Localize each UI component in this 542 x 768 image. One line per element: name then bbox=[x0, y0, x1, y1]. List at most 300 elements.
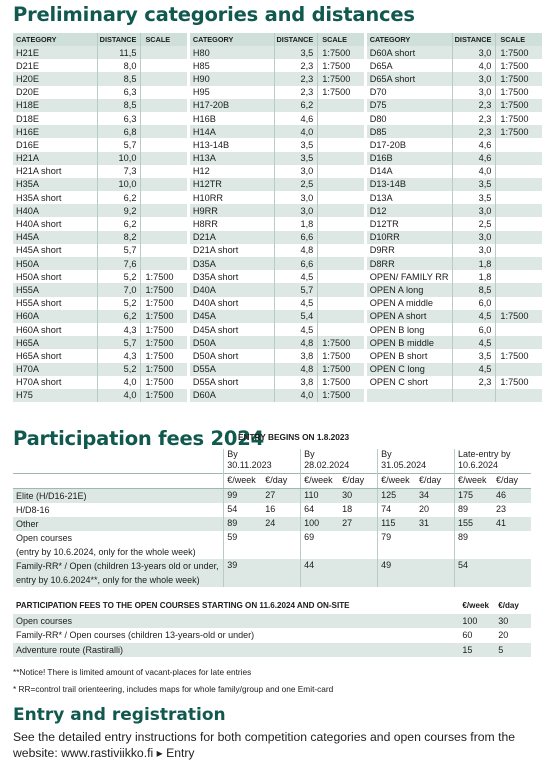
category-distance: 4,8 bbox=[274, 363, 318, 376]
category-distance: 2,5 bbox=[452, 217, 496, 230]
category-name: H12TR bbox=[190, 178, 274, 191]
category-name: D50A bbox=[190, 336, 274, 349]
category-scale bbox=[496, 217, 542, 230]
category-distance: 7,3 bbox=[97, 165, 141, 178]
fee-period-header: By 28.02.2024 bbox=[301, 449, 378, 474]
category-name: H35A short bbox=[16, 192, 62, 203]
rr-note: * RR=control trail orienteering, includes maps for whole family/group and one Emit-card bbox=[13, 684, 334, 694]
unit-week: €/week bbox=[301, 474, 339, 489]
category-distance: 6,2 bbox=[97, 310, 141, 323]
category-scale bbox=[318, 112, 364, 125]
category-distance: 3,0 bbox=[274, 165, 318, 178]
entry-instructions-text: See the detailed entry instructions for both competition categories and open courses from the website: www.rastiviikko.fi ▸ Entry bbox=[13, 730, 516, 760]
category-scale: 1:7500 bbox=[496, 310, 542, 323]
category-distance: 3,0 bbox=[274, 191, 318, 204]
category-name: D20E bbox=[16, 87, 39, 98]
category-name: OPEN/ FAMILY RR bbox=[369, 271, 449, 282]
category-name: H95 bbox=[192, 87, 210, 98]
category-scale bbox=[496, 336, 542, 349]
fees-corner bbox=[13, 449, 224, 474]
fee-value: 69 bbox=[301, 531, 339, 559]
open-fee-row bbox=[13, 628, 531, 643]
category-name: H60A bbox=[13, 310, 97, 323]
category-name: H80 bbox=[190, 46, 274, 59]
category-row bbox=[13, 138, 542, 151]
category-scale bbox=[496, 389, 542, 402]
category-row bbox=[13, 257, 542, 270]
category-name: OPEN B middle bbox=[367, 336, 452, 349]
header-category: CATEGORY bbox=[367, 33, 452, 46]
category-name: OPEN A short bbox=[367, 310, 452, 323]
category-name: D21A short bbox=[192, 245, 239, 256]
category-name: H18E bbox=[13, 99, 97, 112]
fee-value: 99 bbox=[224, 488, 262, 503]
category-scale bbox=[496, 257, 542, 270]
category-scale bbox=[496, 138, 542, 151]
category-scale bbox=[141, 217, 187, 230]
category-distance: 3,0 bbox=[452, 231, 496, 244]
category-distance: 1,8 bbox=[274, 217, 318, 230]
category-scale bbox=[318, 257, 364, 270]
unit-day: €/day bbox=[493, 474, 531, 489]
category-name: H17-20B bbox=[190, 99, 274, 112]
fee-value: 34 bbox=[416, 488, 454, 503]
category-distance: 5,2 bbox=[97, 270, 141, 283]
category-scale bbox=[496, 297, 542, 310]
category-distance: 4,3 bbox=[97, 349, 141, 362]
category-scale: 1:7500 bbox=[496, 46, 542, 59]
category-scale bbox=[496, 152, 542, 165]
category-scale bbox=[318, 191, 364, 204]
category-scale bbox=[496, 165, 542, 178]
category-distance: 2,3 bbox=[274, 86, 318, 99]
category-distance: 3,0 bbox=[452, 244, 496, 257]
fee-period-header: Late-entry by 10.6.2024 bbox=[454, 449, 531, 474]
category-distance: 5,7 bbox=[97, 138, 141, 151]
category-name: D85 bbox=[367, 125, 452, 138]
unit-week: €/week bbox=[224, 474, 262, 489]
category-scale bbox=[496, 283, 542, 296]
category-name: H65A bbox=[13, 336, 97, 349]
category-row bbox=[13, 191, 542, 204]
category-distance: 3,0 bbox=[452, 204, 496, 217]
category-row bbox=[13, 349, 542, 362]
fee-row-label: Family-RR* / Open (children 13-years old or under, entry by 10.6.2024**, only for the whole week) bbox=[13, 559, 224, 587]
category-name: H65A short bbox=[16, 350, 62, 361]
category-scale bbox=[496, 191, 542, 204]
fees-unit-row bbox=[13, 474, 531, 489]
category-name: H13A bbox=[190, 152, 274, 165]
category-name: D8RR bbox=[367, 257, 452, 270]
category-distance: 8,2 bbox=[97, 231, 141, 244]
category-name: H90 bbox=[190, 72, 274, 85]
fee-value: 74 bbox=[378, 503, 416, 517]
open-fee-day: 30 bbox=[495, 614, 531, 629]
category-scale: 1:7500 bbox=[141, 323, 187, 336]
category-distance: 5,7 bbox=[97, 244, 141, 257]
category-row bbox=[13, 244, 542, 257]
category-scale: 1:7500 bbox=[496, 59, 542, 72]
fee-value: 175 bbox=[454, 488, 492, 503]
fee-value: 27 bbox=[262, 488, 300, 503]
category-name: H55A bbox=[13, 283, 97, 296]
header-distance: DISTANCE bbox=[97, 33, 141, 46]
category-distance: 5,7 bbox=[97, 336, 141, 349]
category-distance: 1,8 bbox=[452, 270, 496, 283]
category-name: H20E bbox=[13, 72, 97, 85]
category-name: D12TR bbox=[369, 219, 399, 230]
category-scale bbox=[496, 270, 542, 283]
category-scale bbox=[318, 99, 364, 112]
unit-week: €/week bbox=[462, 601, 489, 611]
category-scale: 1:7500 bbox=[318, 349, 364, 362]
category-distance: 3,8 bbox=[274, 349, 318, 362]
category-scale: 1:7500 bbox=[141, 349, 187, 362]
category-row bbox=[13, 336, 542, 349]
category-name bbox=[367, 389, 452, 402]
category-name: H50A bbox=[13, 257, 97, 270]
category-scale bbox=[318, 297, 364, 310]
category-distance: 2,3 bbox=[274, 59, 318, 72]
category-name: D65A bbox=[369, 60, 393, 71]
category-distance: 4,5 bbox=[274, 270, 318, 283]
category-scale bbox=[318, 178, 364, 191]
category-distance: 5,2 bbox=[97, 297, 141, 310]
category-distance: 2,3 bbox=[452, 99, 496, 112]
fee-value bbox=[262, 559, 300, 587]
category-distance: 6,2 bbox=[97, 191, 141, 204]
category-scale bbox=[141, 72, 187, 85]
category-distance: 4,0 bbox=[452, 59, 496, 72]
category-name: OPEN A long bbox=[367, 283, 452, 296]
category-distance: 4,0 bbox=[274, 389, 318, 402]
category-row bbox=[13, 231, 542, 244]
category-row bbox=[13, 72, 542, 85]
fee-value: 155 bbox=[454, 517, 492, 531]
category-name: H10RR bbox=[192, 192, 223, 203]
category-scale: 1:7500 bbox=[318, 59, 364, 72]
category-distance: 10,0 bbox=[97, 152, 141, 165]
category-row bbox=[13, 204, 542, 217]
category-distance: 3,5 bbox=[274, 46, 318, 59]
category-distance: 4,5 bbox=[452, 310, 496, 323]
fee-value: 59 bbox=[224, 531, 262, 559]
fee-value: 79 bbox=[378, 531, 416, 559]
category-row bbox=[13, 46, 542, 59]
category-distance: 4,8 bbox=[274, 244, 318, 257]
category-distance: 10,0 bbox=[97, 178, 141, 191]
category-distance: 4,0 bbox=[274, 125, 318, 138]
fees-unit-corner bbox=[13, 474, 224, 489]
category-name: H21A bbox=[13, 152, 97, 165]
category-distance: 4,5 bbox=[274, 297, 318, 310]
category-name: D75 bbox=[367, 99, 452, 112]
category-scale: 1:7500 bbox=[318, 86, 364, 99]
category-distance: 4,5 bbox=[274, 323, 318, 336]
fee-row bbox=[13, 488, 531, 503]
category-name: H70A short bbox=[16, 377, 62, 388]
category-scale: 1:7500 bbox=[496, 72, 542, 85]
category-row bbox=[13, 376, 542, 389]
unit-week: €/week bbox=[378, 474, 416, 489]
open-fee-week: 100 bbox=[459, 614, 495, 629]
fee-row-label: Open courses (entry by 10.6.2024, only for the whole week) bbox=[16, 532, 196, 557]
category-distance: 6,6 bbox=[274, 231, 318, 244]
category-distance: 3,0 bbox=[452, 86, 496, 99]
category-name: OPEN B short bbox=[369, 350, 428, 361]
category-scale bbox=[318, 270, 364, 283]
category-name: D10RR bbox=[367, 231, 452, 244]
category-distance: 4,6 bbox=[274, 112, 318, 125]
category-distance: 3,5 bbox=[274, 138, 318, 151]
category-scale bbox=[141, 244, 187, 257]
categories-table bbox=[13, 33, 542, 402]
category-scale: 1:7500 bbox=[496, 376, 542, 389]
category-scale: 1:7500 bbox=[496, 349, 542, 362]
category-name: H14A bbox=[190, 125, 274, 138]
category-distance: 4,5 bbox=[452, 336, 496, 349]
category-scale bbox=[141, 231, 187, 244]
category-distance: 6,0 bbox=[452, 323, 496, 336]
category-name: D65A short bbox=[367, 72, 452, 85]
header-distance: DISTANCE bbox=[274, 33, 318, 46]
category-distance: 6,8 bbox=[97, 125, 141, 138]
open-fee-label: Open courses bbox=[13, 614, 459, 629]
fee-value bbox=[493, 559, 531, 587]
category-scale: 1:7500 bbox=[318, 72, 364, 85]
fee-value: 125 bbox=[378, 488, 416, 503]
category-distance: 4,0 bbox=[452, 165, 496, 178]
fee-value: 23 bbox=[495, 503, 506, 514]
open-fee-day: 5 bbox=[495, 643, 531, 658]
category-distance: 5,4 bbox=[274, 310, 318, 323]
open-fee-week: 60 bbox=[462, 630, 473, 641]
category-name: D35A short bbox=[192, 271, 239, 282]
category-scale: 1:7500 bbox=[141, 376, 187, 389]
category-distance: 6,2 bbox=[274, 99, 318, 112]
category-distance: 5,7 bbox=[274, 283, 318, 296]
category-name: D17-20B bbox=[369, 139, 406, 150]
fee-value bbox=[493, 531, 531, 559]
category-distance: 3,0 bbox=[452, 46, 496, 59]
fee-value bbox=[339, 559, 377, 587]
category-name: D16E bbox=[16, 139, 39, 150]
category-name: D16B bbox=[367, 152, 452, 165]
category-distance: 2,3 bbox=[452, 112, 496, 125]
fee-value: 110 bbox=[301, 488, 339, 503]
fee-row-label: Elite (H/D16-21E) bbox=[13, 488, 224, 503]
category-name: D70 bbox=[369, 87, 387, 98]
open-fee-week: 15 bbox=[459, 643, 495, 658]
category-row bbox=[13, 217, 542, 230]
category-distance: 6,6 bbox=[274, 257, 318, 270]
fee-value: 89 bbox=[454, 531, 492, 559]
category-name: H50A short bbox=[16, 271, 62, 282]
category-distance: 6,3 bbox=[97, 112, 141, 125]
category-scale bbox=[496, 231, 542, 244]
fees-period-row bbox=[13, 449, 531, 474]
category-scale bbox=[318, 310, 364, 323]
fee-value: 89 bbox=[454, 503, 492, 517]
fee-period-header: By 31.05.2024 bbox=[378, 449, 455, 474]
category-distance: 8,5 bbox=[97, 72, 141, 85]
fee-value: 18 bbox=[342, 503, 353, 514]
fee-row-label: Other bbox=[13, 517, 224, 531]
late-entry-note: **Notice! There is limited amount of vacant-places for late entries bbox=[13, 667, 252, 677]
category-distance: 9,2 bbox=[97, 204, 141, 217]
category-scale: 1:7500 bbox=[141, 363, 187, 376]
category-distance: 3,5 bbox=[452, 349, 496, 362]
category-name: H75 bbox=[13, 389, 97, 402]
open-fee-day: 20 bbox=[498, 630, 509, 641]
fee-value: 44 bbox=[301, 559, 339, 587]
category-distance: 2,5 bbox=[274, 178, 318, 191]
category-name: D60A bbox=[190, 389, 274, 402]
category-distance: 6,3 bbox=[97, 86, 141, 99]
open-fees-title: PARTICIPATION FEES TO THE OPEN COURSES STARTING ON 11.6.2024 AND ON-SITE bbox=[16, 601, 350, 611]
category-name: OPEN A middle bbox=[369, 298, 434, 309]
category-scale: 1:7500 bbox=[318, 46, 364, 59]
category-distance: 4,5 bbox=[452, 363, 496, 376]
category-distance: 3,0 bbox=[452, 72, 496, 85]
unit-day: €/day bbox=[416, 474, 454, 489]
category-name: H12 bbox=[192, 166, 210, 177]
fee-value bbox=[416, 531, 454, 559]
category-row bbox=[13, 165, 542, 178]
category-scale bbox=[496, 178, 542, 191]
unit-day: €/day bbox=[498, 601, 519, 611]
category-row bbox=[13, 310, 542, 323]
category-name: H16E bbox=[13, 125, 97, 138]
category-scale bbox=[496, 363, 542, 376]
category-name: D55A bbox=[190, 363, 274, 376]
category-name: H85 bbox=[192, 60, 210, 71]
category-row bbox=[13, 270, 542, 283]
category-name: D13A bbox=[369, 192, 393, 203]
header-scale: SCALE bbox=[496, 33, 542, 46]
fees-table bbox=[13, 449, 531, 587]
category-row bbox=[13, 152, 542, 165]
category-name: H45A short bbox=[16, 245, 62, 256]
category-scale: 1:7500 bbox=[141, 283, 187, 296]
fees-title: Participation fees 2024 bbox=[13, 427, 264, 450]
fee-value: 30 bbox=[339, 488, 377, 503]
category-scale bbox=[318, 283, 364, 296]
category-distance: 2,3 bbox=[274, 72, 318, 85]
header-distance: DISTANCE bbox=[452, 33, 496, 46]
category-row bbox=[13, 363, 542, 376]
category-distance: 4,3 bbox=[97, 323, 141, 336]
fee-value: 89 bbox=[224, 517, 262, 531]
category-scale: 1:7500 bbox=[318, 363, 364, 376]
open-fee-label: Family-RR* / Open courses (children 13-years-old or under) bbox=[16, 630, 255, 641]
category-distance: 1,8 bbox=[452, 257, 496, 270]
category-name: H8RR bbox=[192, 219, 218, 230]
category-scale bbox=[141, 257, 187, 270]
category-distance: 3,0 bbox=[274, 204, 318, 217]
category-scale bbox=[141, 59, 187, 72]
category-scale bbox=[318, 152, 364, 165]
category-scale bbox=[318, 204, 364, 217]
open-fees-header-row bbox=[13, 599, 531, 614]
category-scale bbox=[318, 231, 364, 244]
category-name: D12 bbox=[367, 204, 452, 217]
category-scale: 1:7500 bbox=[141, 336, 187, 349]
category-name: D40A bbox=[190, 283, 274, 296]
category-scale bbox=[141, 178, 187, 191]
fee-value: 31 bbox=[416, 517, 454, 531]
category-distance: 2,3 bbox=[452, 125, 496, 138]
category-scale: 1:7500 bbox=[318, 336, 364, 349]
category-scale: 1:7500 bbox=[318, 376, 364, 389]
category-distance bbox=[452, 389, 496, 402]
category-scale: 1:7500 bbox=[141, 389, 187, 402]
category-scale bbox=[141, 191, 187, 204]
category-name: OPEN C long bbox=[367, 363, 452, 376]
category-scale bbox=[496, 323, 542, 336]
fee-value: 27 bbox=[339, 517, 377, 531]
category-distance: 4,8 bbox=[274, 336, 318, 349]
category-distance: 3,5 bbox=[274, 152, 318, 165]
category-distance: 8,5 bbox=[97, 99, 141, 112]
category-name: D18E bbox=[16, 113, 39, 124]
category-name: D55A short bbox=[192, 377, 239, 388]
category-name: D35A bbox=[190, 257, 274, 270]
category-row bbox=[13, 86, 542, 99]
category-name: H45A bbox=[13, 231, 97, 244]
category-scale: 1:7500 bbox=[496, 125, 542, 138]
category-distance: 6,2 bbox=[97, 217, 141, 230]
category-scale: 1:7500 bbox=[141, 310, 187, 323]
category-name: D45A short bbox=[192, 324, 239, 335]
category-name: D21E bbox=[16, 60, 39, 71]
category-name: D60A short bbox=[367, 46, 452, 59]
open-fee-row bbox=[13, 643, 531, 658]
category-scale bbox=[496, 204, 542, 217]
fee-value: 16 bbox=[265, 503, 276, 514]
category-scale bbox=[141, 204, 187, 217]
category-name: D50A short bbox=[192, 350, 239, 361]
category-name: H35A bbox=[13, 178, 97, 191]
category-row bbox=[13, 323, 542, 336]
category-name: H9RR bbox=[190, 204, 274, 217]
fee-value: 115 bbox=[378, 517, 416, 531]
header-scale: SCALE bbox=[141, 33, 187, 46]
category-name: H60A short bbox=[16, 324, 62, 335]
fee-value: 54 bbox=[224, 503, 262, 517]
category-name: OPEN B long bbox=[369, 324, 425, 335]
category-row bbox=[13, 297, 542, 310]
category-row bbox=[13, 59, 542, 72]
fee-value bbox=[416, 559, 454, 587]
fee-row bbox=[13, 503, 531, 517]
category-scale: 1:7500 bbox=[496, 99, 542, 112]
category-name: H21A short bbox=[16, 166, 62, 177]
category-name: H21E bbox=[13, 46, 97, 59]
header-category: CATEGORY bbox=[13, 33, 97, 46]
category-distance: 4,6 bbox=[452, 152, 496, 165]
category-name: H70A bbox=[13, 363, 97, 376]
fee-value: 39 bbox=[224, 559, 262, 587]
category-row bbox=[13, 283, 542, 296]
category-row bbox=[13, 99, 542, 112]
category-scale bbox=[141, 125, 187, 138]
fee-value: 41 bbox=[493, 517, 531, 531]
fee-value: 54 bbox=[454, 559, 492, 587]
open-courses-fees-table bbox=[13, 599, 531, 657]
category-distance: 4,0 bbox=[97, 389, 141, 402]
fee-value: 20 bbox=[419, 503, 430, 514]
